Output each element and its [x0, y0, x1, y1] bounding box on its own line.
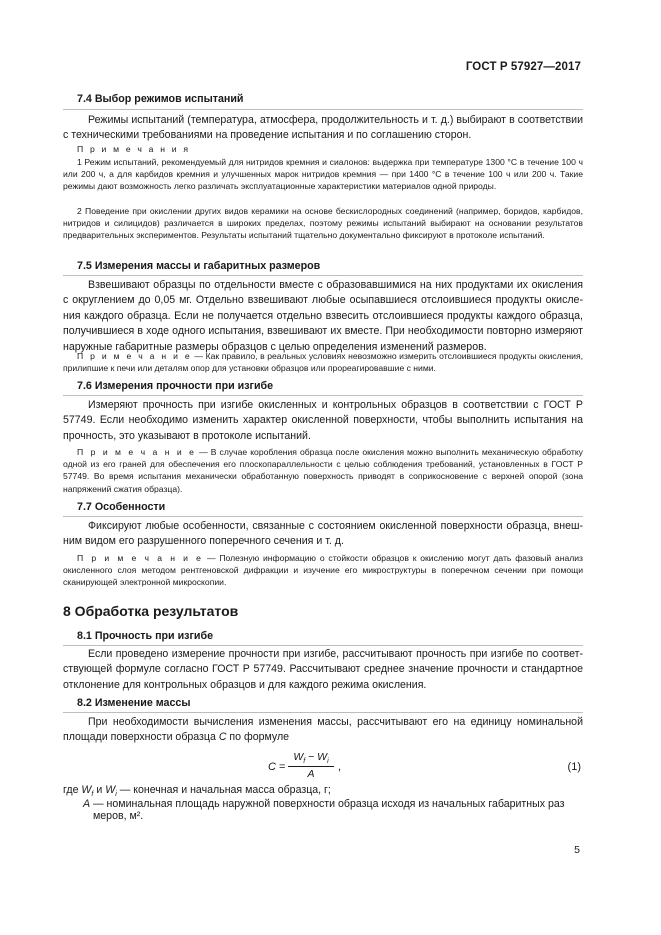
text-part: по формуле [226, 731, 290, 744]
note-text: — В случае коробления образца после окисления можно выполнить механическую обработку одной из его граней для обеспечения его плоскопараллельности с целью соблюдения требований, установленных в ГОСТ Р 57749. Во время испытания механически обработанную поверхность приводят в соприкосновение с верхней опорой (зона напряжений сжатия образца). [63, 447, 583, 494]
section-divider [63, 645, 583, 646]
where-sym-a: A [83, 798, 91, 810]
note-2: 2 Поведение при окислении других видов керамики на основе бескислородных соединений (например, боридов, карбидов, нитридов и силицидов) различается в широких пределах, поэтому режимы испытаний выбирают на основании результатов предварительных экспериментов. Результаты испытаний тщательно документально фиксируют в протоколе испытаний. [63, 206, 583, 241]
where-line-1: где $W_f$ и $W_i$ — конечная и начальная масса образца, г; [63, 784, 331, 799]
section-7-5-text: Взвешивают образцы по отдельности вместе с образовавшимися на них продуктами их окисления с округлением до 0,05 мг. Отдельно взвешивают любые осыпавшиеся отслоившиеся продукты окисления каждого образца. Если не получается отдельно взвесить отслоившиеся продукты каждого образца, получившиеся в ходе одного испытания, взвешивают их вместе. При необходимости повторно измеряют наружные габаритные размеры образцов с целью определения изменений размеров. [63, 279, 583, 353]
section-7-4-text: Режимы испытаний (температура, атмосфера, продолжительность и т. д.) выбирают в соответствии с техническими требованиями на проведение испытания и по соглашению сторон. [63, 114, 583, 142]
section-8-2-title: 8.2 Изменение массы [77, 697, 191, 709]
note-label: П р и м е ч а н и е [77, 447, 197, 457]
section-7-5-title: 7.5 Измерения массы и габаритных размеров [77, 260, 321, 272]
formula-numerator: $W_f - W_i$ [293, 751, 329, 766]
notes-label: П р и м е ч а н и я [77, 144, 191, 154]
section-7-7-title: 7.7 Особенности [77, 501, 166, 513]
formula-lhs: C [268, 761, 276, 773]
note-text: — Полезную информацию о стойкости образцов к окислению могут дать фазовый анализ окисленного слоя методом рентгеновской дифракции и изучение его микроструктуры в поперечном сечении при помощи сканирующей электронной микроскопии. [63, 553, 583, 588]
where-line-3: меров, м². [93, 810, 144, 822]
formula-comma: , [338, 761, 342, 773]
where-def-1: — конечная и начальная масса образца, г; [116, 784, 331, 796]
section-divider [63, 275, 583, 276]
section-8-2-text [63, 715, 583, 746]
note-1: 1 Режим испытаний, рекомендуемый для нитридов кремния и сиалонов: выдержка при температуре 1300 °С в течение 100 ч или 200 ч, а для карбидов кремния и улучшенных марок нитридов кремния — при 1400 °С в течение 100 ч или 200 ч. Такие режимы дают возможность легко различать эксплуатационные характеристики материалов одной природы. [63, 157, 583, 192]
note-7-5 [63, 350, 583, 374]
note-label: П р и м е ч а н и е [77, 553, 204, 563]
section-divider [63, 395, 583, 396]
fraction-bar [288, 766, 334, 767]
formula-equals: = [279, 761, 286, 773]
text-part: При необходимости вычисления изменения массы, рассчитывают его на единицу номинальной площади поверхности образца [63, 716, 583, 744]
formula-fraction [288, 751, 334, 780]
where-mid: и [93, 784, 106, 796]
formula-denominator: A [307, 768, 315, 781]
formula-1 [268, 751, 348, 784]
section-7-6-text: Измеряют прочность при изгибе окисленных и контрольных образцов в соответствии с ГОСТ Р 57749. Если необходимо изменить характер окисленной поверхности, чтобы выполнить испытания на прочность, это указывают в протоколе испытаний. [63, 399, 583, 442]
section-divider [63, 109, 583, 110]
section-7-4-title: 7.4 Выбор режимов испытаний [77, 93, 244, 105]
section-7-6-title: 7.6 Измерения прочности при изгибе [77, 380, 274, 392]
formula-number: (1) [567, 761, 581, 773]
section-8-1-text: Если проведено измерение прочности при изгибе, рассчитывают прочность при изгибе по соответствующей формуле согласно ГОСТ Р 57749. Рассчитывают среднее значение прочности и стандартное отклонение для контрольных образцов и для каждого режима окисления. [63, 648, 583, 691]
section-8-1-title: 8.1 Прочность при изгибе [77, 630, 214, 642]
section-divider [63, 712, 583, 713]
note-7-7 [63, 552, 583, 589]
page-number: 5 [574, 844, 580, 856]
note-7-6 [63, 446, 583, 495]
section-8-title: 8 Обработка результатов [63, 603, 239, 619]
variable-c: C [218, 731, 227, 744]
note-label: П р и м е ч а н и е [77, 351, 192, 361]
section-7-7-text: Фиксируют любые особенности, связанные с состоянием окисленной поверхности образца, внешним видом его разрушенного поперечного сечения и т. д. [63, 520, 583, 548]
document-header: ГОСТ Р 57927—2017 [465, 61, 581, 73]
section-divider [63, 516, 583, 517]
where-def-2: — номинальная площадь наружной поверхности образца исходя из начальных габаритных раз [90, 798, 565, 810]
note-text: — Как правило, в реальных условиях невозможно измерить отслоившиеся продукты окисления, прилипшие к печи или деталям опор для установки образцов или прореагировавшие с ними. [63, 351, 583, 374]
where-intro: где [63, 784, 79, 796]
